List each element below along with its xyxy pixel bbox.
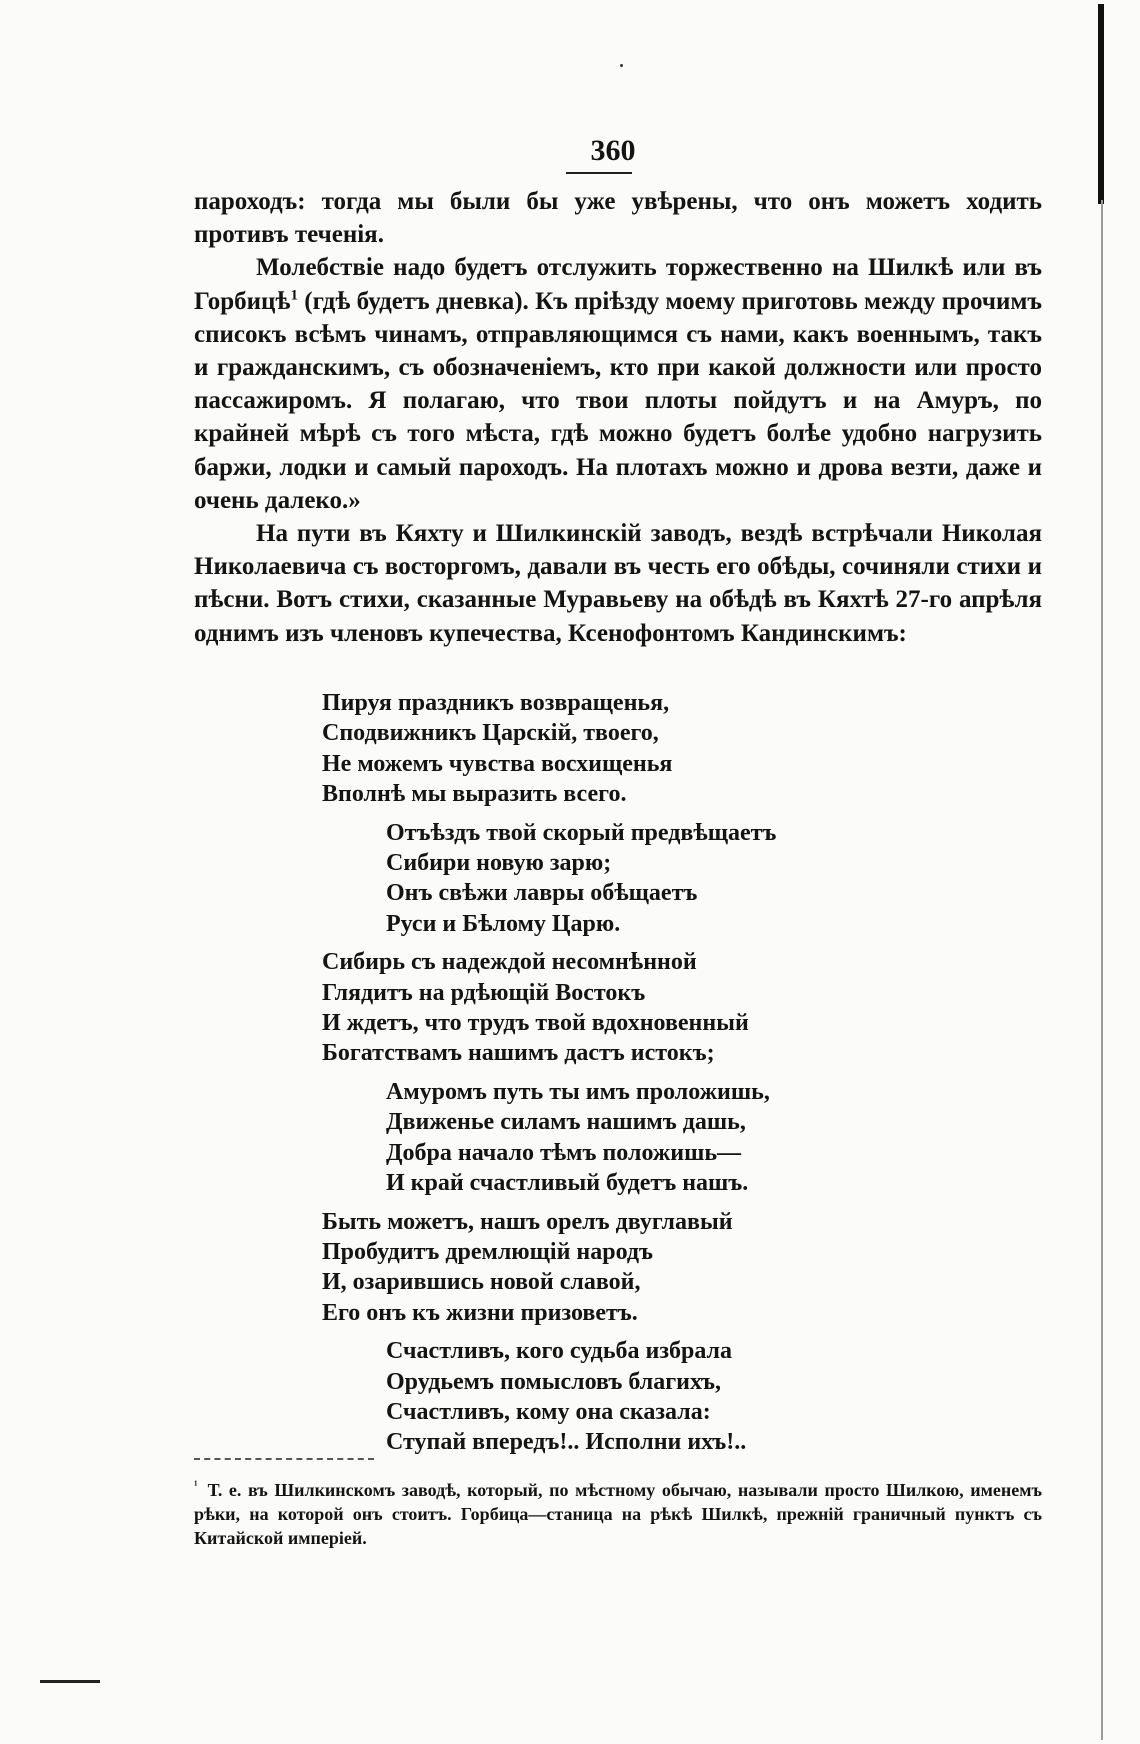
paragraph — [194, 251, 1042, 517]
poem-stanza — [386, 1077, 942, 1199]
poem — [322, 688, 942, 1466]
footnote-reference: 1 — [290, 287, 298, 304]
poem-line: Онъ свѣжи лавры обѣщаетъ — [386, 880, 698, 907]
page-number: 360 — [590, 134, 636, 167]
poem-line: Добра начало тѣмъ положишь— — [386, 1139, 742, 1166]
poem-stanza — [322, 1207, 942, 1329]
poem-line: Сподвижникъ Царскій, твоего, — [322, 720, 659, 747]
paragraph: На пути въ Кяхту и Шилкинскій заводъ, вездѣ встрѣчали Николая Николаевича съ восторгомъ, давали въ честь его обѣды, сочиняли стихи и пѣсни. Вотъ стихи, сказанные Муравьеву на обѣдѣ въ Кяхтѣ 27-го апрѣля однимъ изъ членовъ купечества, Ксенофонтомъ Кандинскимъ: — [194, 520, 1042, 647]
poem-line: Сибирь съ надеждой несомнѣнной — [322, 949, 697, 976]
poem-line: Движенье силамъ нашимъ дашь, — [386, 1109, 746, 1136]
paragraph-text: Молебствіе надо будетъ отслужить торжественно на Шилкѣ или въ Горбицѣ — [194, 254, 1042, 315]
prose-body — [194, 185, 1042, 650]
poem-line: Глядитъ на рдѣющій Востокъ — [322, 979, 646, 1006]
footnote-mark: ¹ — [194, 1478, 198, 1492]
page-number-rule — [566, 172, 632, 174]
poem-line: Его онъ къ жизни призоветъ. — [322, 1299, 638, 1326]
poem-line: Отъѣздъ твой скорый предвѣщаетъ — [386, 819, 777, 846]
poem-line: Руси и Бѣлому Царю. — [386, 910, 621, 937]
poem-stanza — [322, 688, 942, 810]
poem-line: Сибири новую зарю; — [386, 850, 612, 877]
poem-line: Не можемъ чувства восхищенья — [322, 750, 673, 777]
poem-line: И, озарившись новой славой, — [322, 1269, 641, 1296]
poem-stanza — [386, 818, 942, 940]
poem-line: Богатствамъ нашимъ дастъ истокъ; — [322, 1040, 715, 1067]
poem-line: Ступай впередъ!.. Исполни ихъ!.. — [386, 1429, 747, 1456]
poem-line: И ждетъ, что трудъ твой вдохновенный — [322, 1010, 749, 1037]
poem-line: Быть можетъ, нашъ орелъ двуглавый — [322, 1208, 733, 1235]
poem-stanza — [322, 947, 942, 1069]
paragraph: пароходъ: тогда мы были бы уже увѣрены, что онъ можетъ ходить противъ теченія. — [194, 188, 1042, 249]
poem-line: Счастливъ, кого судьба избрала — [386, 1338, 733, 1365]
footnote-separator — [194, 1458, 374, 1460]
poem-line: Счастливъ, кому она сказала: — [386, 1398, 711, 1425]
scan-speck — [620, 64, 623, 67]
paragraph-text: (гдѣ будетъ дневка). Къ пріѣзду моему приготовь между прочимъ списокъ всѣмъ чинамъ, отправляющимся съ нами, какъ военнымъ, такъ и гражданскимъ, съ обозначеніемъ, кто при какой должности или просто пассажиромъ. Я полагаю, что твои плоты пойдутъ и на Амуръ, по крайней мѣрѣ съ того мѣста, гдѣ можно будетъ болѣе удобно нагрузить баржи, лодки и самый пароходъ. На плотахъ можно и дрова везти, даже и очень далеко.» — [194, 287, 1042, 514]
poem-line: Амуромъ путь ты имъ проложишь, — [386, 1078, 770, 1105]
poem-line: Пируя праздникъ возвращенья, — [322, 690, 670, 716]
edge-scan-bar — [1098, 4, 1104, 204]
footnote — [194, 1478, 1042, 1550]
edge-scan-line — [1101, 200, 1103, 1740]
poem-stanza — [386, 1336, 942, 1458]
poem-line: Вполнѣ мы выразить всего. — [322, 781, 627, 808]
stray-ink-mark — [40, 1680, 100, 1683]
poem-line: И край счастливый будетъ нашъ. — [386, 1170, 749, 1197]
footnote-text: Т. е. въ Шилкинскомъ заводѣ, который, по мѣстному обычаю, называли просто Шилкою, именемъ рѣки, на которой онъ стоитъ. Горбица—станица на рѣкѣ Шилкѣ, прежній граничный пунктъ съ Китайской имперіей. — [194, 1480, 1042, 1548]
poem-line: Орудьемъ помысловъ благихъ, — [386, 1368, 722, 1395]
poem-line: Пробудитъ дремлющій народъ — [322, 1238, 654, 1265]
